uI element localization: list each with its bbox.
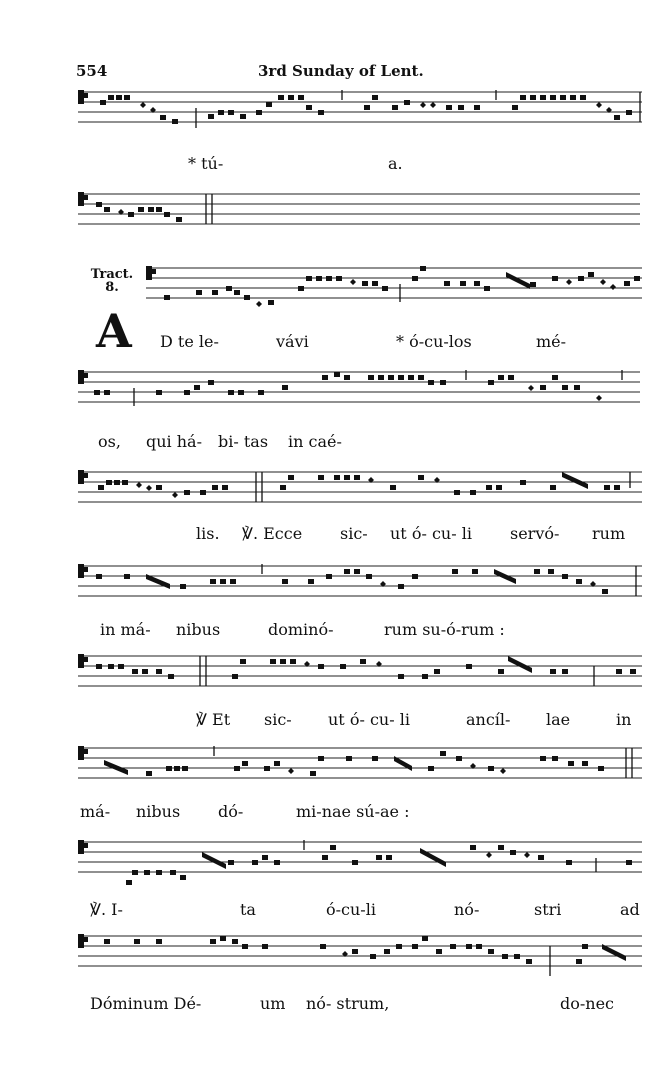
syllable: in — [616, 710, 632, 729]
syllable: ó-cu-li — [326, 900, 376, 919]
syllable: vávi — [276, 332, 309, 351]
chant-staff — [0, 744, 667, 790]
syllable: dó- — [218, 802, 244, 821]
lyrics-line — [0, 994, 667, 1016]
syllable: * tú- — [188, 154, 224, 173]
chant-staff — [0, 468, 667, 514]
syllable: a. — [388, 154, 403, 173]
syllable: Dóminum Dé- — [90, 994, 202, 1013]
chant-staff — [0, 932, 667, 982]
lyrics-line — [0, 524, 667, 546]
syllable: dominó- — [268, 620, 334, 639]
syllable: ta — [240, 900, 256, 919]
tract-title: Tract. — [90, 267, 134, 282]
syllable: mi-nae sú-ae : — [296, 802, 410, 821]
syllable: ℣. I- — [90, 900, 123, 919]
chant-staff — [0, 190, 667, 236]
syllable: um — [260, 994, 286, 1013]
chant-staff — [0, 368, 667, 414]
lyrics-line — [0, 620, 667, 642]
syllable: nó- strum, — [306, 994, 390, 1013]
syllable: in má- — [100, 620, 151, 639]
syllable: ut ó- cu- li — [390, 524, 472, 543]
lyrics-line — [0, 710, 667, 732]
running-title: 3rd Sunday of Lent. — [258, 62, 424, 80]
syllable: do-nec — [560, 994, 615, 1013]
syllable: rum su-ó-rum : — [384, 620, 505, 639]
drop-cap-initial: A — [96, 304, 132, 358]
syllable: os, — [98, 432, 121, 451]
syllable: ut ó- cu- li — [328, 710, 410, 729]
syllable: rum — [592, 524, 626, 543]
syllable: sic- — [340, 524, 368, 543]
chant-staff — [0, 838, 667, 888]
syllable: ancíl- — [466, 710, 511, 729]
chant-staff — [0, 562, 667, 608]
syllable: bi- tas — [218, 432, 269, 451]
syllable: stri — [534, 900, 562, 919]
syllable: nibus — [176, 620, 221, 639]
syllable: D te le- — [160, 332, 219, 351]
syllable: nibus — [136, 802, 181, 821]
lyrics-line — [0, 332, 667, 354]
page-number: 554 — [76, 62, 108, 80]
syllable: * ó-cu-los — [396, 332, 472, 351]
syllable: servó- — [510, 524, 560, 543]
lyrics-line — [0, 802, 667, 824]
chant-staff — [0, 652, 667, 698]
page-header — [0, 62, 667, 82]
syllable: má- — [80, 802, 111, 821]
syllable: sic- — [264, 710, 292, 729]
syllable: mé- — [536, 332, 567, 351]
chant-staff — [0, 88, 667, 134]
syllable: lis. — [196, 524, 220, 543]
syllable: nó- — [454, 900, 480, 919]
chant-staff — [0, 262, 667, 322]
syllable: qui há- — [146, 432, 202, 451]
syllable: ℣. Ecce — [242, 524, 303, 543]
syllable: in caé- — [288, 432, 342, 451]
lyrics-line — [0, 154, 667, 176]
syllable: lae — [546, 710, 571, 729]
lyrics-line — [0, 900, 667, 922]
lyrics-line — [0, 432, 667, 454]
syllable: ℣ Et — [196, 710, 231, 729]
tract-mode-number: 8. — [105, 280, 119, 295]
syllable: ad — [620, 900, 640, 919]
